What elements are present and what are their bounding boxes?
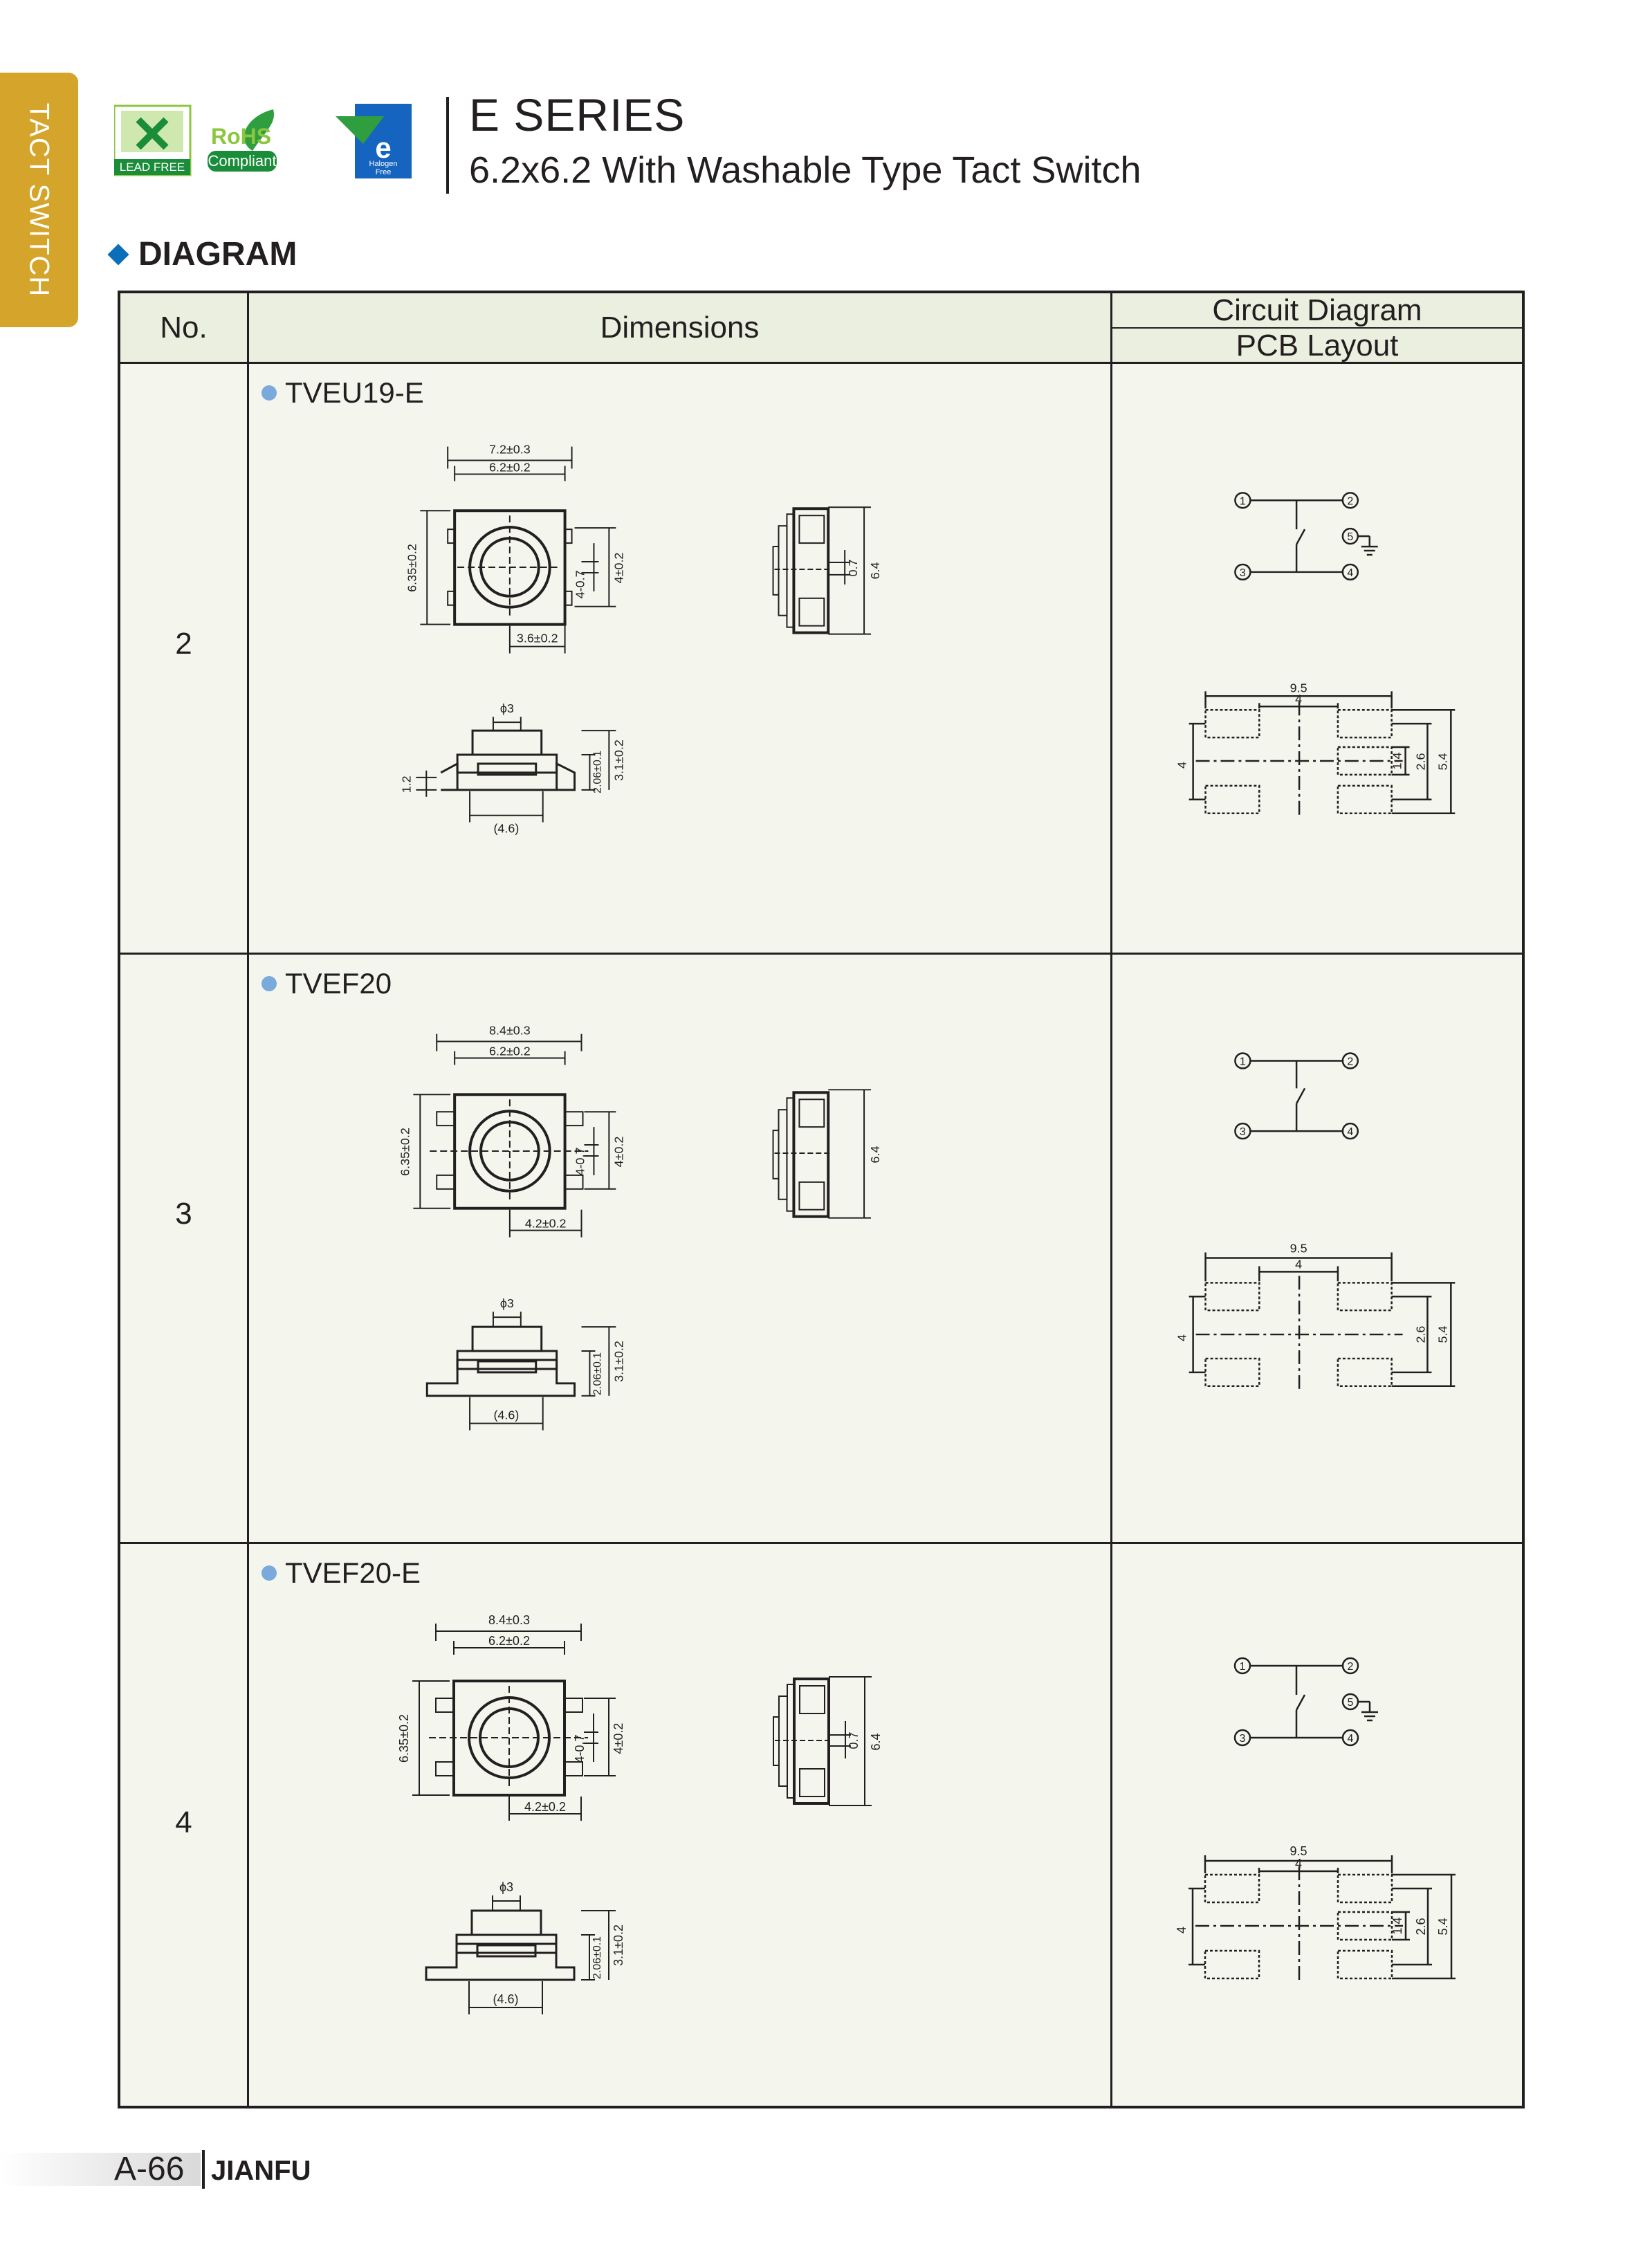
row-number: 3 <box>175 1197 192 1231</box>
halogen-text-2: Free <box>375 168 392 176</box>
pcb-h-left: 4 <box>1175 761 1189 769</box>
dim-height: 6.35±0.2 <box>397 1714 411 1763</box>
dim-phi: ϕ3 <box>499 1296 514 1311</box>
dim-height: 6.35±0.2 <box>398 1128 412 1176</box>
pin-3: 3 <box>1239 567 1246 579</box>
dim-inner-width: 6.2±0.2 <box>488 1634 530 1648</box>
dim-pin: 4-0.7 <box>573 1734 587 1763</box>
dim-bottom: 3.6±0.2 <box>516 631 558 645</box>
pcb-w1: 9.5 <box>1290 1844 1307 1858</box>
halogen-free-logo <box>336 104 412 178</box>
pin-1: 1 <box>1239 1056 1246 1068</box>
svg-text:e: e <box>375 131 392 164</box>
dim-side-a: 0.7 <box>846 559 861 577</box>
pcb-h-left: 4 <box>1175 1334 1189 1342</box>
dim-h1: 2.06±0.1 <box>591 750 604 793</box>
pcb-h-left: 4 <box>1175 1926 1188 1934</box>
certification-logos <box>114 102 425 185</box>
diamond-bullet-icon <box>107 244 129 265</box>
circuit-pcb-drawing <box>1112 1544 1522 2106</box>
page-number: A-66 <box>114 2151 185 2187</box>
pcb-h2: 2.6 <box>1413 753 1428 771</box>
table-row <box>120 955 1522 1544</box>
dimensions-cell <box>249 1544 1112 2106</box>
pin-4: 4 <box>1347 1126 1354 1139</box>
dim-bottom: 4.2±0.2 <box>524 1800 566 1814</box>
dim-outer-width: 8.4±0.3 <box>489 1023 531 1038</box>
pcb-w2: 4 <box>1295 692 1303 706</box>
model-name: TVEF20 <box>285 967 392 1000</box>
pcb-h3: 5.4 <box>1436 1918 1450 1936</box>
rohs-text: RoHS <box>211 124 272 149</box>
circuit-pcb-cell <box>1112 364 1522 953</box>
dim-height: 6.35±0.2 <box>405 544 419 592</box>
dim-pitch: 4±0.2 <box>612 1722 625 1754</box>
side-tab-label: TACT SWITCH <box>24 102 55 297</box>
dimensions-cell <box>249 364 1112 953</box>
section-title <box>111 235 297 273</box>
dim-outer-width: 7.2±0.3 <box>489 442 531 457</box>
dim-pitch: 4±0.2 <box>612 1136 626 1168</box>
row-number-cell <box>120 364 249 953</box>
dimension-drawing <box>249 1544 1112 2106</box>
header-circuit-diagram: Circuit Diagram <box>1112 293 1522 329</box>
dim-pitch: 4±0.2 <box>612 552 626 584</box>
circuit-pcb-cell <box>1112 955 1522 1542</box>
brand-name: JIANFU <box>211 2156 311 2186</box>
circuit-pcb-drawing <box>1112 364 1522 953</box>
pcb-h2: 2.6 <box>1414 1918 1428 1936</box>
dim-h2: 3.1±0.2 <box>612 739 626 781</box>
pcb-h3: 5.4 <box>1435 1325 1450 1343</box>
pcb-w2: 4 <box>1294 1857 1303 1871</box>
header-no: No. <box>120 293 249 364</box>
dim-phi: ϕ3 <box>499 1880 514 1894</box>
dim-h2: 3.1±0.2 <box>612 1341 626 1382</box>
dim-outer-width: 8.4±0.3 <box>488 1613 530 1627</box>
pin-4: 4 <box>1347 567 1354 579</box>
rohs-logo <box>208 109 277 172</box>
circuit-pcb-drawing <box>1112 955 1522 1542</box>
diagram-table <box>118 291 1525 2108</box>
pin-5: 5 <box>1347 1697 1354 1709</box>
header-dimensions: Dimensions <box>249 293 1112 364</box>
dimension-drawing <box>249 955 1112 1542</box>
pin-1: 1 <box>1239 1661 1246 1673</box>
dim-inner-width: 6.2±0.2 <box>489 460 531 475</box>
dim-side-a: 0.7 <box>847 1731 861 1749</box>
row-number: 2 <box>175 627 192 661</box>
header-pcb-layout: PCB Layout <box>1236 329 1399 362</box>
lead-free-logo <box>114 106 190 175</box>
model-name: TVEF20-E <box>285 1556 421 1589</box>
rohs-compliant-text: Compliant <box>208 152 277 169</box>
dim-bottom: 4.2±0.2 <box>524 1216 567 1231</box>
pcb-w2: 4 <box>1295 1257 1303 1271</box>
pcb-w1: 9.5 <box>1290 1241 1307 1256</box>
dim-h2: 3.1±0.2 <box>612 1924 625 1966</box>
pcb-h1: 1.4 <box>1390 752 1404 770</box>
header-divider <box>446 97 449 194</box>
series-title: E SERIES <box>469 89 686 140</box>
dim-side-b: 6.4 <box>868 562 882 580</box>
halogen-text-1: Halogen <box>369 160 398 168</box>
lead-free-text: LEAD FREE <box>119 160 185 174</box>
row-number-cell <box>120 1544 249 2106</box>
pcb-h3: 5.4 <box>1435 753 1450 771</box>
dim-foot: (4.6) <box>493 821 520 836</box>
table-row <box>120 364 1522 955</box>
dim-phi: ϕ3 <box>499 701 514 716</box>
dim-side-b: 6.4 <box>869 1733 883 1751</box>
row-number: 4 <box>175 1805 192 1839</box>
pcb-w1: 9.5 <box>1290 681 1307 695</box>
row-number-cell <box>120 955 249 1542</box>
section-title-text: DIAGRAM <box>138 236 297 273</box>
pin-3: 3 <box>1239 1733 1246 1745</box>
model-name: TVEU19-E <box>285 376 424 409</box>
dimensions-cell <box>249 955 1112 1542</box>
pin-1: 1 <box>1239 495 1246 508</box>
dim-pin: 4-0.7 <box>573 570 587 599</box>
footer-divider <box>202 2150 205 2189</box>
dim-pin: 4-0.7 <box>573 1147 587 1176</box>
table-row <box>120 1544 1522 2106</box>
pin-2: 2 <box>1347 1056 1354 1068</box>
header-circuit-pcb <box>1112 293 1522 364</box>
dim-h1: 2.06±0.1 <box>591 1352 604 1395</box>
circuit-pcb-cell <box>1112 1544 1522 2106</box>
dimension-drawing <box>249 364 1112 953</box>
dim-foot: (4.6) <box>493 1408 520 1422</box>
dim-inner-width: 6.2±0.2 <box>489 1044 531 1058</box>
pcb-h2: 2.6 <box>1413 1325 1428 1343</box>
pin-3: 3 <box>1239 1126 1246 1139</box>
series-subtitle: 6.2x6.2 With Washable Type Tact Switch <box>469 149 1141 191</box>
side-tab <box>0 73 78 327</box>
pin-5: 5 <box>1347 531 1354 544</box>
pcb-h1: 1.4 <box>1391 1917 1404 1935</box>
dim-h1: 2.06±0.1 <box>591 1936 603 1980</box>
pin-2: 2 <box>1347 495 1354 508</box>
dim-base: 1.2 <box>399 775 414 793</box>
dim-side-b: 6.4 <box>868 1146 882 1164</box>
pin-4: 4 <box>1347 1733 1354 1745</box>
dim-foot: (4.6) <box>493 1992 519 2006</box>
pin-2: 2 <box>1347 1661 1354 1673</box>
